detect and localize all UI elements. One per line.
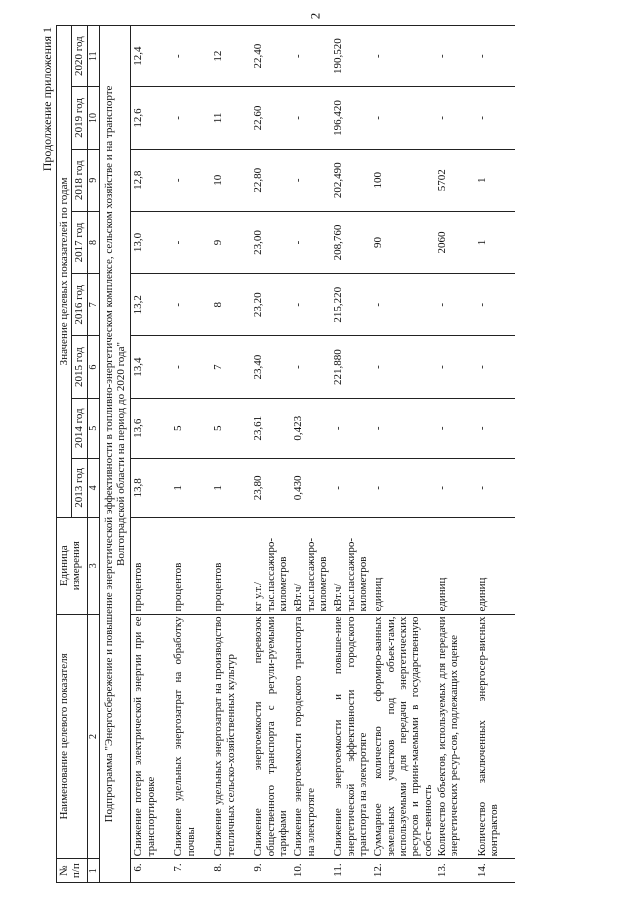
column-number: 9: [87, 149, 99, 211]
value-cell: 1: [211, 458, 251, 517]
value-cell: 100: [371, 149, 435, 211]
value-cell: -: [291, 87, 331, 149]
table-row: [251, 26, 291, 883]
value-cell: 12: [211, 26, 251, 87]
page-number: 2: [307, 12, 323, 20]
indicator-name: Снижение энергоемкости и повыше-ние энергетической эффективности городского транспорта на электротяге: [331, 614, 371, 859]
value-cell: 202,490: [331, 149, 371, 211]
value-cell: 5: [211, 398, 251, 458]
indicator-name: Снижение удельных энергозатрат на производство тепличных сельско-хозяйственных культур: [211, 614, 251, 859]
value-cell: -: [371, 26, 435, 87]
column-number: 8: [87, 211, 99, 273]
value-cell: 12,8: [131, 149, 172, 211]
header-name: Наименование целевого показателя: [57, 614, 88, 859]
value-cell: 11: [211, 87, 251, 149]
value-cell: 23,20: [251, 274, 291, 336]
row-number: 11.: [331, 859, 371, 883]
unit-cell: процентов: [131, 517, 172, 614]
header-year: 2013 год: [72, 458, 87, 517]
column-number: 1: [87, 859, 99, 883]
value-cell: -: [475, 274, 515, 336]
indicator-name: Снижение удельных энергозатрат на обработку почвы: [171, 614, 211, 859]
value-cell: -: [331, 398, 371, 458]
value-cell: 13,6: [131, 398, 172, 458]
value-cell: -: [435, 26, 475, 87]
unit-cell: процентов: [171, 517, 211, 614]
value-cell: 208,760: [331, 211, 371, 273]
header-num: № п/п: [57, 859, 88, 883]
header-unit: Единица измерения: [57, 517, 88, 614]
value-cell: 23,40: [251, 336, 291, 398]
value-cell: -: [291, 149, 331, 211]
column-number: 6: [87, 336, 99, 398]
table-row: [371, 26, 435, 883]
unit-cell: кВт.ч/ тыс.пассажиро-километров: [331, 517, 371, 614]
table-row: [211, 26, 251, 883]
value-cell: 221,880: [331, 336, 371, 398]
value-cell: 196,420: [331, 87, 371, 149]
value-cell: 5702: [435, 149, 475, 211]
header-year: 2015 год: [72, 336, 87, 398]
value-cell: 9: [211, 211, 251, 273]
row-number: 7.: [171, 859, 211, 883]
value-cell: -: [171, 149, 211, 211]
indicator-name: Снижение энергоемкости перевозок общественного транспорта с регули-руемыми тарифами: [251, 614, 291, 859]
value-cell: -: [475, 398, 515, 458]
value-cell: -: [171, 274, 211, 336]
value-cell: 0,430: [291, 458, 331, 517]
table-row: [171, 26, 211, 883]
header-years-group: Значение целевых показателей по годам: [57, 26, 72, 518]
value-cell: -: [435, 336, 475, 398]
value-cell: 8: [211, 274, 251, 336]
value-cell: 13,8: [131, 458, 172, 517]
row-number: 10.: [291, 859, 331, 883]
value-cell: 13,2: [131, 274, 172, 336]
value-cell: -: [371, 336, 435, 398]
value-cell: 1: [475, 149, 515, 211]
value-cell: -: [291, 336, 331, 398]
unit-cell: процентов: [211, 517, 251, 614]
table-row: [475, 26, 515, 883]
column-number: 7: [87, 274, 99, 336]
value-cell: 1: [171, 458, 211, 517]
value-cell: -: [475, 87, 515, 149]
column-number: 10: [87, 87, 99, 149]
value-cell: -: [331, 458, 371, 517]
indicator-name: Количество заключенных энергосер-висных контрактов: [475, 614, 515, 859]
row-number: 12.: [371, 859, 435, 883]
value-cell: -: [291, 274, 331, 336]
header-year: 2018 год: [72, 149, 87, 211]
unit-cell: кВт.ч/ тыс.пассажиро-километров: [291, 517, 331, 614]
row-number: 9.: [251, 859, 291, 883]
column-number: 4: [87, 458, 99, 517]
value-cell: 12,4: [131, 26, 172, 87]
value-cell: 13,4: [131, 336, 172, 398]
value-cell: -: [291, 26, 331, 87]
value-cell: -: [435, 274, 475, 336]
indicators-table: [56, 25, 515, 883]
value-cell: -: [475, 26, 515, 87]
unit-cell: кг у.т./ тыс.пассажиро-километров: [251, 517, 291, 614]
value-cell: 215,220: [331, 274, 371, 336]
continuation-label: Продолжение приложения 1: [40, 27, 54, 172]
value-cell: 23,00: [251, 211, 291, 273]
value-cell: 22,80: [251, 149, 291, 211]
value-cell: 2060: [435, 211, 475, 273]
unit-cell: единиц: [435, 517, 475, 614]
value-cell: 22,60: [251, 87, 291, 149]
header-year: 2019 год: [72, 87, 87, 149]
unit-cell: единиц: [371, 517, 435, 614]
value-cell: -: [171, 87, 211, 149]
value-cell: -: [371, 398, 435, 458]
indicator-name: Суммарное количество сформиро-ванных земельных участков под объек-тами, используемыми для передачи энергетических ресурсов и прини-маемыми в государственную собст-венность: [371, 614, 435, 859]
value-cell: -: [171, 26, 211, 87]
column-number: 11: [87, 26, 99, 87]
value-cell: -: [171, 336, 211, 398]
value-cell: -: [435, 398, 475, 458]
indicator-name: Количество объектов, используемых для передачи энергетических ресур-сов, подлежащих оценке: [435, 614, 475, 859]
header-year: 2016 год: [72, 274, 87, 336]
value-cell: -: [475, 458, 515, 517]
row-number: 14.: [475, 859, 515, 883]
value-cell: 23,80: [251, 458, 291, 517]
header-year: 2017 год: [72, 211, 87, 273]
value-cell: 0,423: [291, 398, 331, 458]
value-cell: -: [171, 211, 211, 273]
row-number: 13.: [435, 859, 475, 883]
column-number: 5: [87, 398, 99, 458]
value-cell: -: [475, 336, 515, 398]
value-cell: -: [371, 458, 435, 517]
value-cell: -: [435, 87, 475, 149]
value-cell: 90: [371, 211, 435, 273]
table-row: [131, 26, 172, 883]
value-cell: 190,520: [331, 26, 371, 87]
table-row: [331, 26, 371, 883]
table-row: [291, 26, 331, 883]
value-cell: 1: [475, 211, 515, 273]
value-cell: 10: [211, 149, 251, 211]
table-row: [435, 26, 475, 883]
row-number: 8.: [211, 859, 251, 883]
value-cell: 13,0: [131, 211, 172, 273]
value-cell: -: [371, 87, 435, 149]
column-number: 2: [87, 614, 99, 859]
value-cell: 22,40: [251, 26, 291, 87]
column-number: 3: [87, 517, 99, 614]
value-cell: -: [435, 458, 475, 517]
value-cell: 12,6: [131, 87, 172, 149]
value-cell: 5: [171, 398, 211, 458]
value-cell: -: [371, 274, 435, 336]
header-year: 2014 год: [72, 398, 87, 458]
value-cell: 7: [211, 336, 251, 398]
value-cell: -: [291, 211, 331, 273]
indicator-name: Снижение энергоемкости городского транспорта на электротяге: [291, 614, 331, 859]
indicator-name: Снижение потери электрической энергии при ее транспортировке: [131, 614, 172, 859]
value-cell: 23,61: [251, 398, 291, 458]
header-year: 2020 год: [72, 26, 87, 87]
unit-cell: единиц: [475, 517, 515, 614]
subprogram-title: Подпрограмма "Энергосбережение и повышение энергетической эффективности в топливно-энергетическом комплексе, сельском хозяйстве и на транспорте Волгоградской области на период до 2020 года": [99, 26, 131, 883]
rotated-page-content: [38, 21, 623, 891]
row-number: 6.: [131, 859, 172, 883]
